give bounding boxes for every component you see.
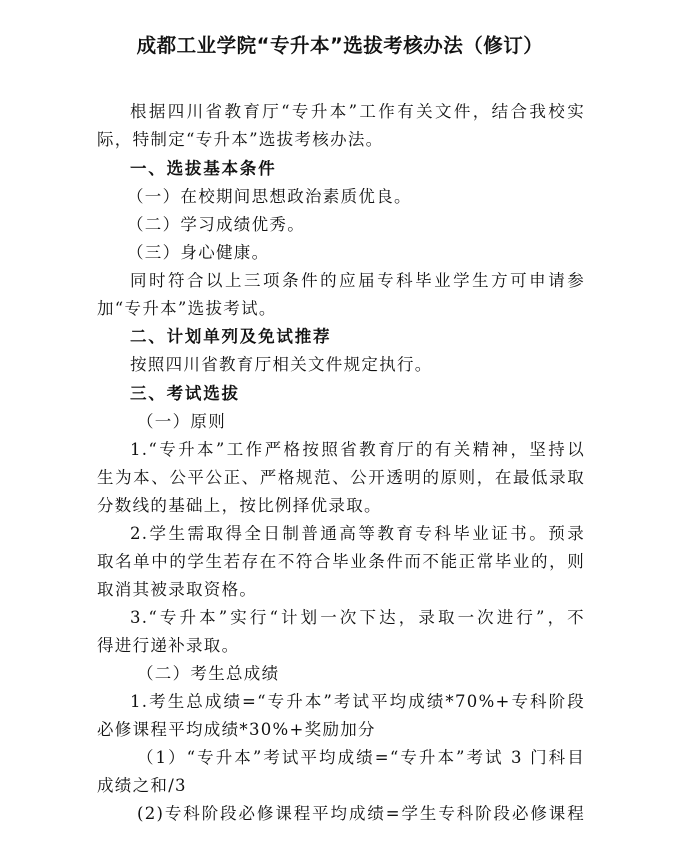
paragraph-line: 取消其被录取资格。 xyxy=(97,580,258,599)
section-heading-2: 二、计划单列及免试推荐 xyxy=(130,327,332,346)
paragraph-line: 取名单中的学生若存在不符合毕业条件而不能正常毕业的，则 xyxy=(97,552,585,571)
paragraph-line: 分数线的基础上，按比例择优录取。 xyxy=(97,496,382,515)
paragraph-line: （1）“专升本”考试平均成绩=“专升本”考试 3 门科目 xyxy=(137,748,585,767)
subsection-heading: （一）原则 xyxy=(137,412,226,431)
paragraph-line: 1.“专升本”工作严格按照省教育厅的有关精神，坚持以 xyxy=(130,440,585,459)
document-title: 成都工业学院“专升本”选拔考核办法（修订） xyxy=(136,34,544,57)
paragraph-line: 际，特制定“专升本”选拔考核办法。 xyxy=(97,130,384,149)
paragraph-line: (2)专科阶段必修课程平均成绩=学生专科阶段必修课程 xyxy=(137,804,585,823)
paragraph-line: 根据四川省教育厅“专升本”工作有关文件，结合我校实 xyxy=(130,102,585,121)
paragraph-line: 生为本、公平公正、严格规范、公开透明的原则，在最低录取 xyxy=(97,468,585,487)
paragraph-line: 得进行递补录取。 xyxy=(97,636,240,655)
paragraph-line: 同时符合以上三项条件的应届专科毕业学生方可申请参 xyxy=(130,271,585,290)
paragraph-line: （一）在校期间思想政治素质优良。 xyxy=(127,187,412,206)
paragraph-line: 成绩之和/3 xyxy=(97,776,187,795)
subsection-heading: （二）考生总成绩 xyxy=(137,664,280,683)
paragraph-line: 必修课程平均成绩*30%+奖励加分 xyxy=(97,720,376,739)
paragraph-line: 3.“专升本”实行“计划一次下达，录取一次进行”，不 xyxy=(130,608,585,627)
paragraph-line: 按照四川省教育厅相关文件规定执行。 xyxy=(130,355,433,374)
paragraph-line: （三）身心健康。 xyxy=(127,243,270,262)
section-heading-1: 一、选拔基本条件 xyxy=(130,159,277,178)
paragraph-line: 加“专升本”选拔考试。 xyxy=(97,299,277,318)
paragraph-line: （二）学习成绩优秀。 xyxy=(127,215,305,234)
paragraph-line: 1.考生总成绩=“专升本”考试平均成绩*70%+专科阶段 xyxy=(130,692,585,711)
section-heading-3: 三、考试选拔 xyxy=(130,384,240,403)
paragraph-line: 2.学生需取得全日制普通高等教育专科毕业证书。预录 xyxy=(130,524,585,543)
